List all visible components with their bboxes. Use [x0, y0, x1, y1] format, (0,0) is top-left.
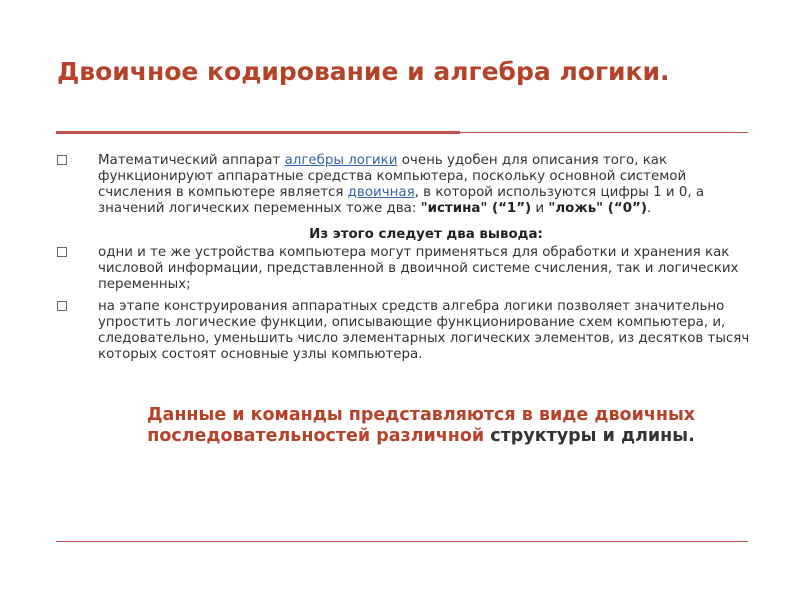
bullet-1-text-4: и — [531, 201, 549, 216]
bullet-item-1 — [56, 153, 756, 217]
bullet-item-3 — [56, 299, 756, 363]
square-bullet-icon — [57, 301, 67, 311]
conclusion-line-1: Данные и команды представляются в виде двоичных последовательностей различной — [146, 405, 696, 446]
bullet-1-text-1: Математический аппарат — [98, 153, 285, 168]
bullet-3-text: на этапе конструирования аппаратных средств алгебра логики позволяет значительно упростить логические функции, описывающие функционирование схем компьютера, и, следовательно, уменьшить число элементарных логических элементов, из десятков тысяч которых состоят основные узлы компьютера. — [98, 299, 750, 362]
square-bullet-icon — [57, 155, 67, 165]
square-bullet-icon — [57, 247, 67, 257]
bullet-item-2 — [56, 245, 756, 293]
subheading: Из этого следует два вывода: — [309, 227, 543, 242]
link-algebra-logic[interactable]: алгебры логики — [284, 153, 398, 168]
bullet-1-text-2: очень удобен для описания того, как функционируют аппаратные средства компьютера, поскольку основной системой счисления в компьютере является — [98, 153, 687, 200]
conclusion-line-2: структуры и длины. — [490, 426, 695, 446]
conclusion-text — [96, 405, 746, 447]
footer-rule — [56, 541, 748, 542]
slide-title: Двоичное кодирование и алгебра логики. — [57, 57, 670, 86]
slide-body — [56, 153, 756, 363]
bullet-1-text-5: . — [646, 201, 652, 216]
bullet-2-text: одни и те же устройства компьютера могут применяться для обработки и хранения как числовой информации, представленной в двоичной системе счисления, так и логических переменных; — [98, 245, 739, 292]
bullet-1-text-3: , в которой используются цифры 1 и 0, а значений логических переменных тоже два: — [98, 185, 705, 216]
false-value: "ложь" (“0”) — [548, 201, 647, 216]
link-binary[interactable]: двоичная — [347, 185, 415, 200]
title-underline — [56, 132, 748, 133]
true-value: "истина" (“1”) — [420, 201, 532, 216]
